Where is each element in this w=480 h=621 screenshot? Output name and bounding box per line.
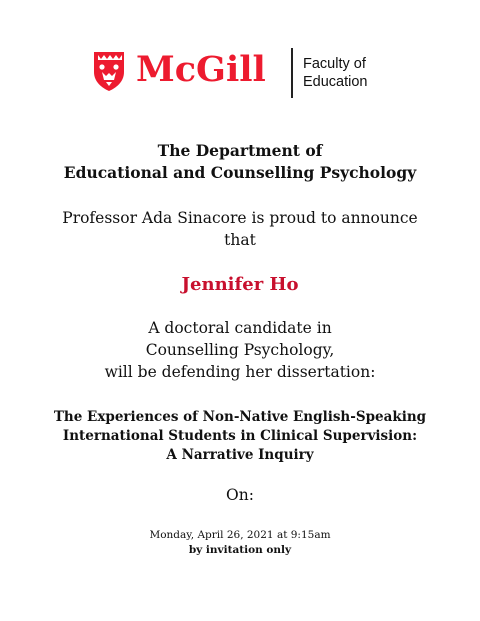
on-label: On: bbox=[226, 486, 254, 504]
access-note: by invitation only bbox=[188, 544, 292, 556]
mcgill-crest-icon bbox=[92, 50, 126, 92]
header bbox=[92, 46, 392, 102]
announcement-line-2: that bbox=[224, 231, 256, 249]
dissertation-line-3: A Narrative Inquiry bbox=[166, 447, 314, 463]
schedule-details bbox=[0, 528, 480, 558]
faculty-line-2: Education bbox=[303, 74, 368, 90]
candidate-line-1: A doctoral candidate in bbox=[148, 319, 332, 337]
candidate-line-3: will be defending her dissertation: bbox=[104, 363, 376, 381]
dissertation-line-1: The Experiences of Non-Native English-Speaking bbox=[53, 409, 427, 425]
candidate-description bbox=[0, 317, 480, 383]
candidate-name: Jennifer Ho bbox=[181, 274, 299, 295]
announcement-line-1: Professor Ada Sinacore is proud to announce bbox=[62, 209, 418, 227]
dissertation-title bbox=[0, 408, 480, 465]
mcgill-wordmark: McGill bbox=[136, 49, 266, 90]
department-heading bbox=[0, 140, 480, 184]
faculty-line-1: Faculty of bbox=[303, 56, 366, 72]
faculty-label bbox=[303, 55, 368, 91]
header-divider bbox=[291, 48, 293, 98]
candidate-line-2: Counselling Psychology, bbox=[145, 341, 335, 359]
dissertation-line-2: International Students in Clinical Supervision: bbox=[62, 428, 418, 444]
defense-datetime: Monday, April 26, 2021 at 9:15am bbox=[149, 529, 331, 541]
department-line-2: Educational and Counselling Psychology bbox=[63, 163, 417, 182]
announcement-text bbox=[0, 207, 480, 251]
department-line-1: The Department of bbox=[157, 141, 323, 160]
